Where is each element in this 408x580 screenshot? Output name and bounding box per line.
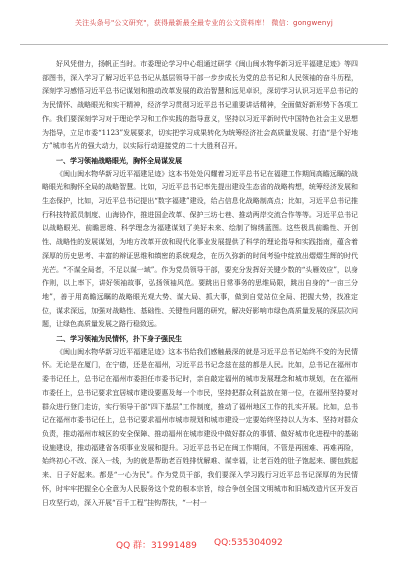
qq-contact-text: QQ:535304092 [214,538,283,548]
header-promo-text: 关注头条号"公文研究"，获得最新最全最专业的公文资料库！ 微信：gongwenyj [74,19,334,27]
section-heading-2: 二、学习领袖为民情怀，扑下身子强民生 [56,334,182,344]
document-body [42,58,358,526]
page-header [20,0,388,45]
intro-paragraph: 好风凭借力，扬帆正当时。市委理论学习中心组通过研学《闽山闽水物华新习近平福建足迹》等四部图书，深入学习了解习近平总书记从基层领导干部一步步成长为党的总书记和人民领袖的奋斗历程，深刻学习感悟习近平总书记谋划和推动改革发展的政治智慧和远见卓识，深切学习认识习近平总书记的为民情怀、战略眼光和实干精神，经济学习贯彻习近平总书记重要讲话精神，全面做好新形势下各项工作。我们要深刻学习对于理论学习和工作实践的指导意义，坚持以习近平新时代中国特色社会主义思想为指导，立足市委“1123”发展要求，切实把学习成果转化为统筹经济社会高质量发展、打造“是个好地方”城市名片的强大动力，以实际行动迎接党的二十大胜利召开。 [42,60,358,151]
section-heading-1: 一、学习领袖战略眼光，胸怀全局谋发展 [56,155,182,165]
qq-group-text: QQ 群：31991489 [116,541,197,551]
section-2-paragraph: 《闽山闽水物华新习近平福建足迹》这本书给我们感触最深的就是习近平总书记始终不变的为民情怀。无论是在厦门，在宁德，还是在福州，习近平总书记念兹在兹的都是人民。比如，总书记在福州市委书记任上，总书记在福州市委担任市委书记时，亲自敲定福州的城市发展理念和城市规划，在在福州市委任上，总书记要求宜居城市建设要惠及每一个市民，坚持把群众利益放在第一位，在福州坚持要对群众进行登门走访，实行领导干部“四下基层”工作制度，推动了福州地区工作的扎实开展。比如，总书记在福州市委书记任上，总书记要求福州市城市规划和城市建设一定要始终坚持以人为本、坚持对群众负责，推动福州市城区的安全保障、推动福州在城市建设中做好群众的事情、做好城市化进程中的基础设施建设，推动福建省各项事业发展和提升。习近平总书记在闽工作期间，不管是再困难、再难再险，始终初心不改、深入一线，为的就是帮助老百姓排忧解难、谋幸福，让老百姓的肚子饱起来、腰包鼓起来、日子好起来。都是“一心为民”。作为党员干部，我们要深入学习践行习近平总书记深厚的为民情怀，时牢牢把握全心全意为人民服务这个党的根本宗旨，综合争创全国文明城市和旧城改造片区开发百日攻坚行动，深入开展“百千工程”挂钩帮扶，“一村一 [42,347,358,507]
page-footer [0,538,408,554]
section-1-paragraph: 《闽山闽水物华新习近平福建足迹》这本书处处闪耀着习近平总书记在福建工作期间高瞻远瞩的战略眼光和胸怀全局的战略智慧。比如，习近平总书记率先提出建设生态省的战略构想，统筹经济发展和生态保护，比如，习近平总书记提出“数字福建”建设，给占信息化战略制高点；比如，习近平总书记推行科技特派员制度、山海协作，推进国企改革、保护三坊七巷、推动两岸交流合作等等。习近平总书记以战略眼光、前瞻思维、科学理念为福建谋划了美好未来、绘制了锦绣蓝图。这些极具前瞻性、开创性、战略性的发展谋划，为地方改革开放和现代化事业发展提供了科学的理论指导和实践指南，蕴含着深厚的历史思考、丰富的辩证思维和缜密的系统观念，在历久弥新的时间考验中绽放出熠熠生辉的时代光芒。“不谋全局者，不足以谋一域”。作为党员领导干部，要充分发挥好关键少数的“头雁效应”，以身作则，以上率下，讲好领袖故事，弘扬领袖风范。要跳出日常事务的思维局限，跳出自身的“一亩三分地”，善于用高瞻远瞩的战略眼光观大势、谋大局、抓大事，做到自觉站位全局、把握大势，找准定位，谋求深远，加强对战略性、基础性、关键性问题的研究，解决好影响市绿色高质量发展的深层次问题，让绿色高质量发展之路行稳致远。 [42,169,358,329]
